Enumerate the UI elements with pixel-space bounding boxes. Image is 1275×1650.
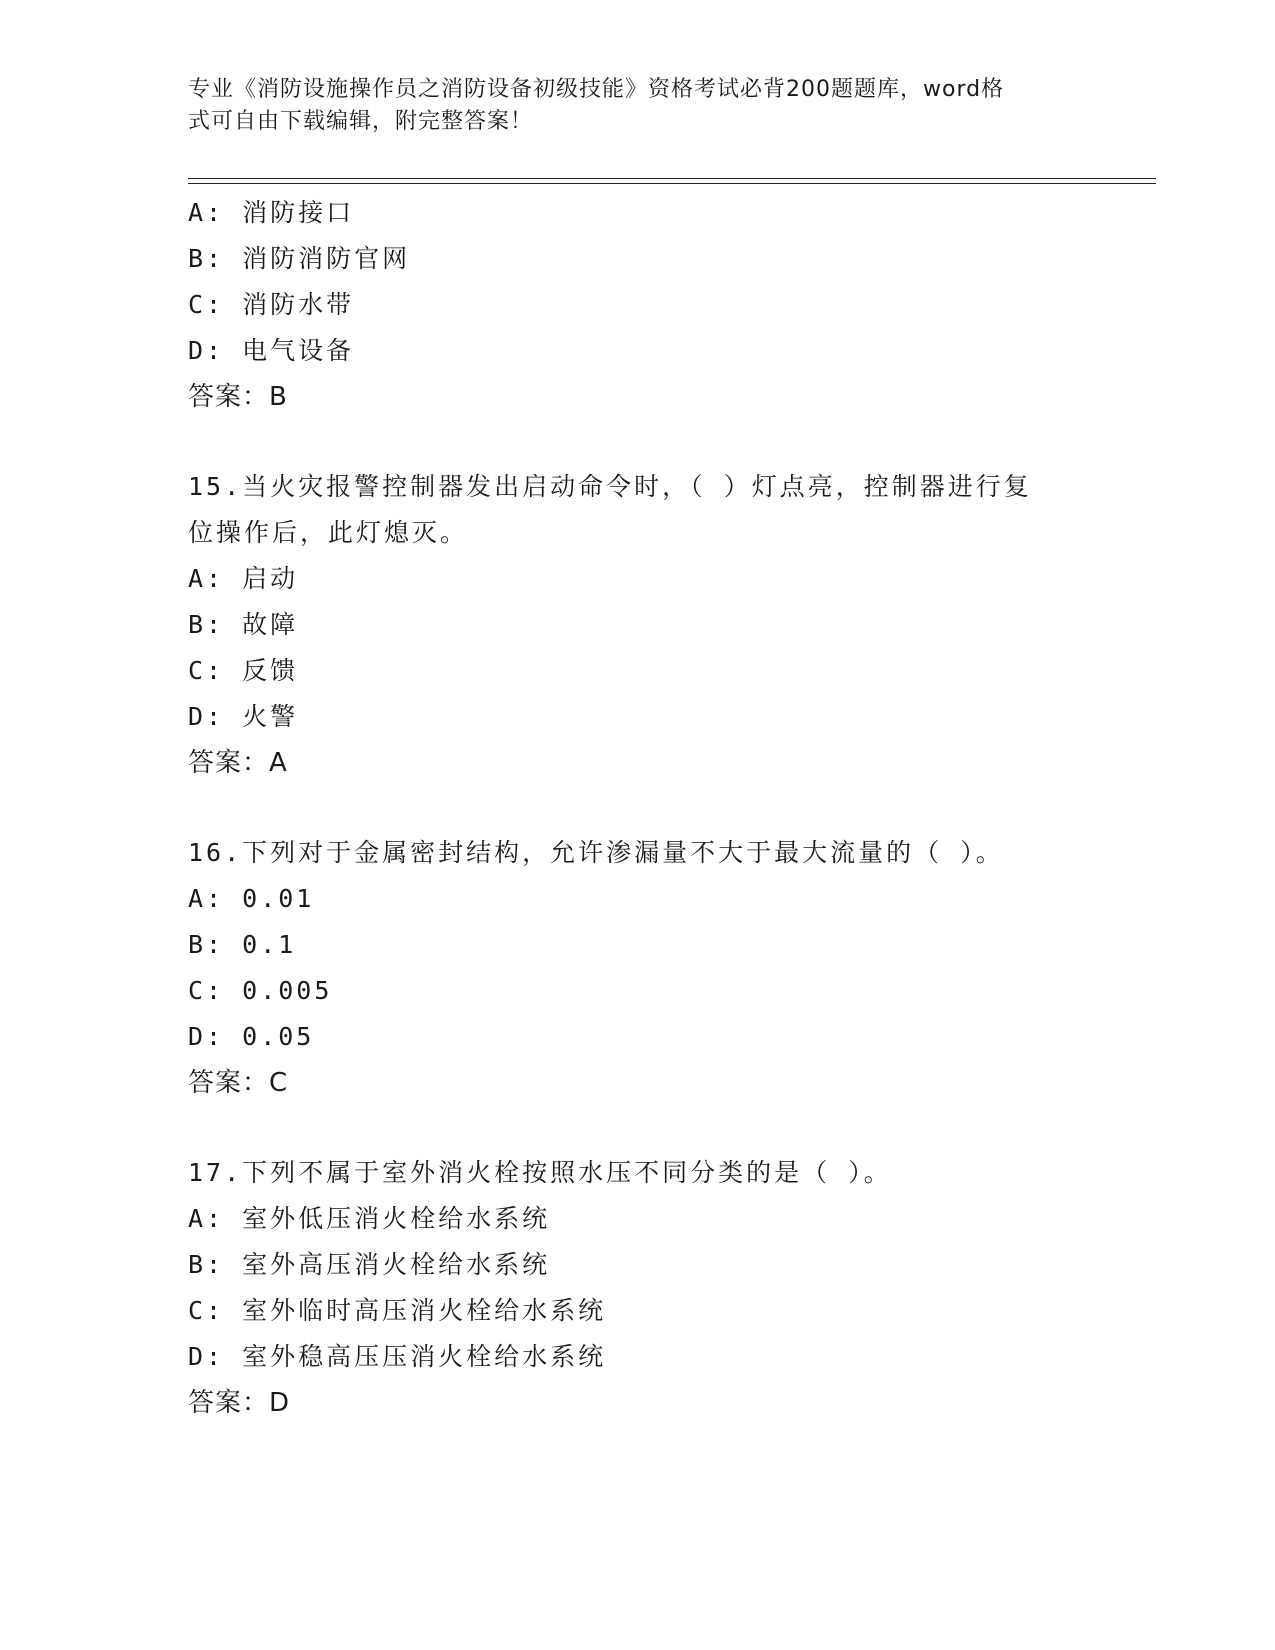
answer-line: 答案：D: [188, 1388, 291, 1418]
option-c: C: 室外临时高压消火栓给水系统: [188, 1296, 607, 1325]
answer-line: 答案：A: [188, 748, 288, 778]
option-a: A: 消防接口: [188, 198, 355, 227]
question-14: [188, 190, 1088, 420]
spacer: [188, 786, 1088, 830]
question-text-line-1: 16.下列对于金属密封结构，允许渗漏量不大于最大流量的（ ）。: [188, 838, 1004, 867]
option-b: B: 消防消防官网: [188, 244, 411, 273]
option-b: B: 室外高压消火栓给水系统: [188, 1250, 551, 1279]
header-divider-top: [188, 178, 1156, 179]
option-d: D: 电气设备: [188, 336, 355, 365]
document-header: [188, 74, 1068, 138]
option-a: A: 启动: [188, 564, 299, 593]
question-text-line-1: 17.下列不属于室外消火栓按照水压不同分类的是（ ）。: [188, 1158, 892, 1187]
answer-line: 答案：C: [188, 1068, 289, 1098]
option-c: C: 0.005: [188, 976, 333, 1005]
spacer: [188, 1106, 1088, 1150]
option-c: C: 消防水带: [188, 290, 355, 319]
question-text-line-2: 位操作后，此灯熄灭。: [188, 518, 469, 547]
option-a: A: 室外低压消火栓给水系统: [188, 1204, 551, 1233]
question-15: [188, 464, 1088, 786]
option-c: C: 反馈: [188, 656, 299, 685]
answer-line: 答案：B: [188, 382, 288, 412]
option-a: A: 0.01: [188, 884, 315, 913]
option-b: B: 故障: [188, 610, 299, 639]
header-divider-bottom: [188, 183, 1156, 184]
header-line-2: 式可自由下载编辑，附完整答案！: [188, 109, 534, 134]
option-b: B: 0.1: [188, 930, 297, 959]
question-content: [188, 190, 1088, 1426]
question-17: [188, 1150, 1088, 1426]
option-d: D: 室外稳高压压消火栓给水系统: [188, 1342, 607, 1371]
option-d: D: 0.05: [188, 1022, 315, 1051]
question-text-line-1: 15.当火灾报警控制器发出启动命令时，（ ）灯点亮，控制器进行复: [188, 472, 1032, 501]
spacer: [188, 420, 1088, 464]
question-16: [188, 830, 1088, 1106]
option-d: D: 火警: [188, 702, 299, 731]
header-line-1: 专业《消防设施操作员之消防设备初级技能》资格考试必背200题题库，word格: [188, 77, 1005, 102]
